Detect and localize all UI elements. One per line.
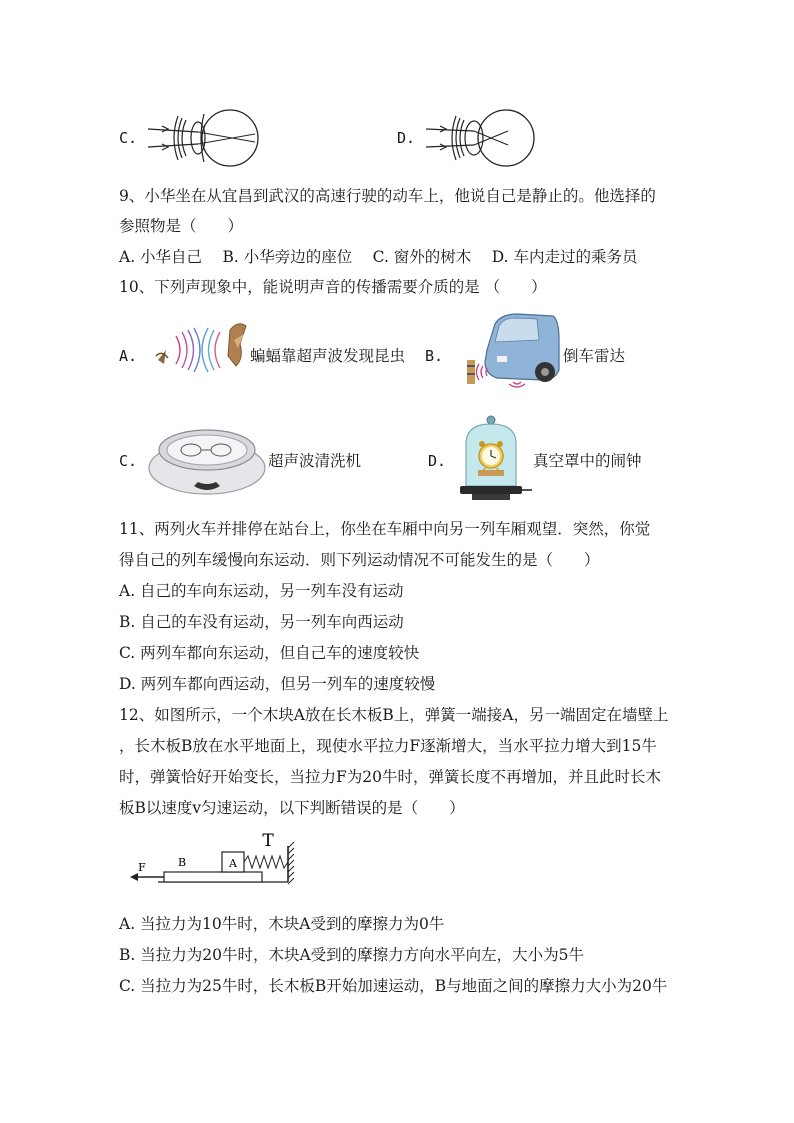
q12-option-b: B. 当拉力为20牛时，木块A受到的摩擦力方向水平向左，大小为5牛 — [119, 946, 585, 964]
block-a-label: A — [229, 857, 237, 870]
q9-stem-line2: 参照物是（ ） — [119, 217, 244, 235]
q12-stem-line1: 12、如图所示，一个木块A放在长木板B上，弹簧一端接A，另一端固定在墙壁上 — [119, 706, 669, 724]
q9-options: A. 小华自己 B. 小华旁边的座位 C. 窗外的树木 D. 车内走过的乘务员 — [119, 248, 638, 266]
q10-stem: 10、下列声现象中，能说明声音的传播需要介质的是 （ ） — [119, 278, 547, 296]
q10-option-a-label: A. — [119, 347, 138, 365]
q8-option-d-label: D. — [397, 129, 416, 147]
bat-insect-image — [152, 320, 250, 378]
q12-stem-line3: 时，弹簧恰好开始变长，当拉力F为20牛时，弹簧长度不再增加，并且此时长木 — [119, 768, 661, 786]
q10-option-c-caption: 超声波清洗机 — [268, 452, 362, 470]
eye-diagram-c — [148, 104, 260, 174]
q11-option-d: D. 两列车都向西运动，但另一列车的速度较慢 — [119, 675, 436, 693]
q10-option-d-caption: 真空罩中的闹钟 — [533, 452, 642, 470]
q11-stem-line2: 得自己的列车缓慢向东运动．则下列运动情况不可能发生的是（ ） — [119, 551, 600, 569]
q12-stem-line4: 板B以速度v匀速运动，以下判断错误的是（ ） — [119, 799, 465, 817]
q10-option-a-caption: 蝙蝠靠超声波发现昆虫 — [250, 347, 406, 365]
q9-stem-line1: 9、小华坐在从宜昌到武汉的高速行驶的动车上，他说自己是静止的。他选择的 — [119, 187, 656, 205]
q10-option-b-label: B. — [425, 347, 444, 365]
board-b-label: B — [177, 856, 187, 869]
ultrasonic-cleaner-image — [146, 420, 268, 500]
q11-stem-line1: 11、两列火车并排停在站台上，你坐在车厢中向另一列车厢观望．突然，你觉 — [119, 520, 651, 538]
vacuum-bell-jar-clock-image — [458, 414, 534, 504]
q10-option-c-label: C. — [119, 452, 138, 470]
force-f-label: F — [138, 861, 146, 874]
q10-option-b-caption: 倒车雷达 — [563, 347, 626, 365]
car-radar-image — [457, 310, 561, 390]
q11-option-a: A. 自己的车向东运动，另一列车没有运动 — [119, 582, 404, 600]
q10-option-d-label: D. — [428, 452, 447, 470]
q8-option-c-label: C. — [119, 129, 138, 147]
spring-block-diagram — [128, 826, 298, 890]
eye-diagram-d — [426, 104, 538, 174]
q11-option-c: C. 两列车都向东运动，但自己车的速度较快 — [119, 644, 420, 662]
q12-option-c: C. 当拉力为25牛时，长木板B开始加速运动，B与地面之间的摩擦力大小为20牛 — [119, 977, 668, 995]
q12-stem-line2: ，长木板B放在水平地面上，现使水平拉力F逐渐增大，当水平拉力增大到15牛 — [119, 737, 657, 755]
q11-option-b: B. 自己的车没有运动，另一列车向西运动 — [119, 613, 404, 631]
q12-option-a: A. 当拉力为10牛时，木块A受到的摩擦力为0牛 — [119, 915, 445, 933]
tension-label: T — [262, 831, 274, 851]
